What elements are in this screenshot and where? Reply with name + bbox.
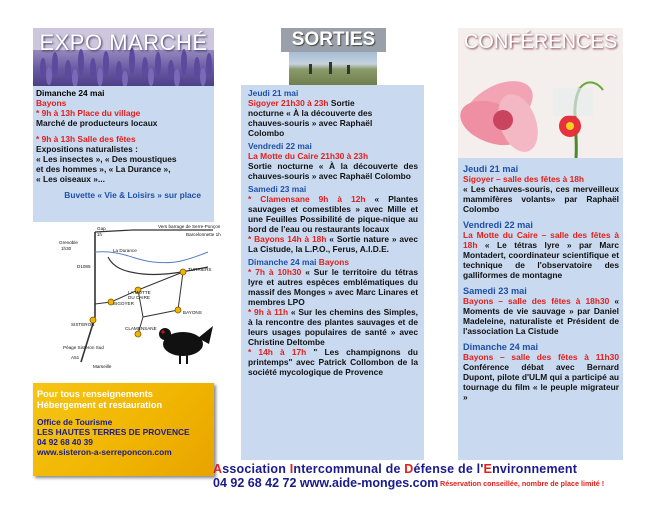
sorties-day-2-place: La Motte du Caire 21h30 à 23h <box>248 151 369 161</box>
conf-3-place: Bayons – salle des fêtes à 18h30 <box>463 296 610 306</box>
sorties-day-1-place: Sigoyer 21h30 à 23h <box>248 98 329 108</box>
sorties-panel <box>241 85 424 460</box>
map-label-barcelonnette: Barcelonnette 1h <box>186 232 221 237</box>
expo-slot-2-desc: Expositions naturalistes : <box>36 144 138 154</box>
sorties-day-2-desc: Sortie nocturne « À la découverte des chauves-souris » avec Raphaël Colombo <box>248 161 418 181</box>
association-name <box>213 462 577 476</box>
village-turriers-marker <box>180 269 186 275</box>
road-map <box>33 222 221 372</box>
word-defense: éfense de l' <box>413 462 484 476</box>
initial-a: A <box>213 462 223 476</box>
expo-date: Dimanche 24 mai <box>36 88 105 98</box>
map-label-a51: A51 <box>71 355 80 360</box>
conf-1-place: Sigoyer – salle des fêtes à 18h <box>463 174 585 184</box>
sorties-day-4-date: Dimanche 24 mai <box>248 257 317 267</box>
map-label-turriers: TURRIERS <box>188 267 212 272</box>
map-label-peage: Péage Sisteron Sud <box>63 345 104 350</box>
expo-slot-1-desc: Marché de producteurs locaux <box>36 118 158 128</box>
expo-banner-image <box>33 28 214 86</box>
sorties-day-3-slot-1: * Clamensane 9h à 12h <box>248 194 366 204</box>
map-label-du-caire: DU CAIRE <box>128 295 150 300</box>
sorties-title: SORTIES <box>281 28 386 52</box>
contact-office: Office de Tourisme <box>37 417 113 427</box>
conf-1-date: Jeudi 21 mai <box>463 164 519 174</box>
conf-2-place: La Motte du Caire – salle des fêtes à 18h <box>463 230 619 250</box>
expo-slot-2: * 9h à 13h Salle des fêtes <box>36 134 136 144</box>
map-label-sigoyer: SIGOYER <box>113 301 134 306</box>
map-label-barrage: Vers barrage de Serre-Ponçon <box>158 224 221 229</box>
sorties-day-4-slot-1-desc: « Sur le territoire du tétras lyre et autres espèces emblématiques du massif des Monges » avec Marc Linares et membres LPO <box>248 267 418 307</box>
sorties-day-3-slot-2: * Bayons 14h à 18h <box>248 234 327 244</box>
conf-2-date: Vendredi 22 mai <box>463 220 533 230</box>
sorties-day-1-date: Jeudi 21 mai <box>248 88 299 98</box>
map-label-clamensane: CLAMENSANE <box>125 326 157 331</box>
map-label-la-motte: LA MOTTE <box>128 290 151 295</box>
expo-slot-2-line4: « Les oiseaux »... <box>36 174 105 184</box>
map-label-gap-road: 1h <box>97 232 103 237</box>
map-label-bayons: BAYONS <box>183 310 202 315</box>
map-label-grenoble: Grenoble <box>59 240 78 245</box>
expo-panel <box>33 86 214 222</box>
sorties-day-4-place: Bayons <box>316 257 350 267</box>
village-bayons-marker <box>175 307 181 313</box>
expo-buvette: Buvette « Vie & Loisirs » sur place <box>64 190 201 200</box>
red-flower-icon <box>559 115 581 137</box>
map-label-durance: La Durance <box>113 248 137 253</box>
sorties-day-4-slot-3: * 14h à 17h <box>248 347 307 357</box>
map-label-marseille: Marseille <box>93 364 112 369</box>
reservation-notice: Réservation conseillée, nombre de place limité ! <box>440 479 605 488</box>
sorties-day-1-desc-c: chauves-souris » avec Raphaël <box>248 118 373 128</box>
map-label-d1085: D1085 <box>77 264 91 269</box>
initial-d: D <box>404 462 414 476</box>
conf-3-date: Samedi 23 mai <box>463 286 527 296</box>
sorties-day-4-slot-3-desc: " Les champignons du printemps" avec Patrick Collombon de la société mycologique de Provence <box>248 347 418 377</box>
conf-4-place: Bayons – salle des fêtes à 11h30 <box>463 352 619 362</box>
contact-phone: 04 92 68 40 39 <box>37 437 93 447</box>
conf-4-date: Dimanche 24 mai <box>463 342 539 352</box>
village-clamensane-marker <box>135 331 141 337</box>
access-map <box>33 222 221 372</box>
conferences-banner-image <box>458 28 623 158</box>
hikers-photo <box>289 50 377 85</box>
map-label-gap: Gap <box>97 226 106 231</box>
sorties-header <box>241 28 424 85</box>
initial-e: E <box>483 462 493 476</box>
expo-title: EXPO MARCHÉ <box>39 30 208 55</box>
sorties-day-1-desc-a: Sortie <box>328 98 355 108</box>
sorties-day-2-date: Vendredi 22 mai <box>248 141 312 151</box>
word-association: ssociation <box>222 462 290 476</box>
contact-web-link[interactable]: www.sisteron-a-serreponcon.com <box>37 447 172 457</box>
map-label-grenoble-time: 1h30 <box>61 246 72 251</box>
word-intercommunal: ntercommunal de <box>293 462 405 476</box>
initial-i: I <box>289 462 294 476</box>
conf-1-desc: « Les chauves-souris, ces merveilleux mammifères volants» par Raphaël Colombo <box>463 184 619 214</box>
expo-slot-1: * 9h à 13h Place du village <box>36 108 141 118</box>
association-phone-web[interactable]: 04 92 68 42 72 www.aide-monges.com <box>213 476 439 490</box>
sorties-day-4-slot-1: * 7h à 10h30 <box>248 267 302 277</box>
expo-slot-2-line2: « Les insectes », « Des moustiques <box>36 154 177 164</box>
expo-slot-2-line3: et des hommes », « La Durance », <box>36 164 171 174</box>
conferences-panel <box>458 158 623 460</box>
conferences-title: CONFÉRENCES <box>463 31 618 53</box>
map-label-sisteron: SISTERON <box>71 322 95 327</box>
sorties-day-1-desc-b: nocturne « À la découverte des <box>248 108 373 118</box>
contact-line-2: Hébergement et restauration <box>37 400 163 410</box>
contact-box <box>33 383 214 476</box>
sorties-day-3-slot-1-desc: « Plantes sauvages et comestibles » avec Mille et une Feuilles Possibilité de pique-nique au bord de l'eau ou restaurants locaux <box>248 194 418 234</box>
conf-2-desc: « Le tétras lyre » par Marc Montadert, coordinateur scientifique et technique de l'observatoire des galliformes de montagne <box>463 240 619 280</box>
expo-place: Bayons <box>36 98 67 108</box>
sorties-day-4-slot-2-desc: « Sur les chemins des Simples, à la rencontre des plantes sauvages et de leurs usages populaires de santé » avec Christine Deltombe <box>248 307 419 347</box>
sorties-day-1-desc-d: Colombo <box>248 128 285 138</box>
sorties-day-3-date: Samedi 23 mai <box>248 184 307 194</box>
conf-3-desc: « Moments de vie sauvage » par Daniel Madeleine, naturaliste et Président de l'association La Cistude <box>463 296 619 336</box>
sorties-day-3-slot-2-desc: « Sortie nature » avec La Cistude, la L.P.O., Ferus, A.I.D.E. <box>248 234 418 254</box>
conf-4-desc: Conférence débat avec Bernard Dupont, pilote d'ULM qui a participé au tournage du film « le peuple migrateur » <box>463 362 619 402</box>
contact-line-1: Pour tous renseignements <box>37 389 153 399</box>
contact-name: LES HAUTES TERRES DE PROVENCE <box>37 427 190 437</box>
word-environnement: nvironnement <box>492 462 578 476</box>
sorties-day-4-slot-2: * 9h à 11h <box>248 307 289 317</box>
